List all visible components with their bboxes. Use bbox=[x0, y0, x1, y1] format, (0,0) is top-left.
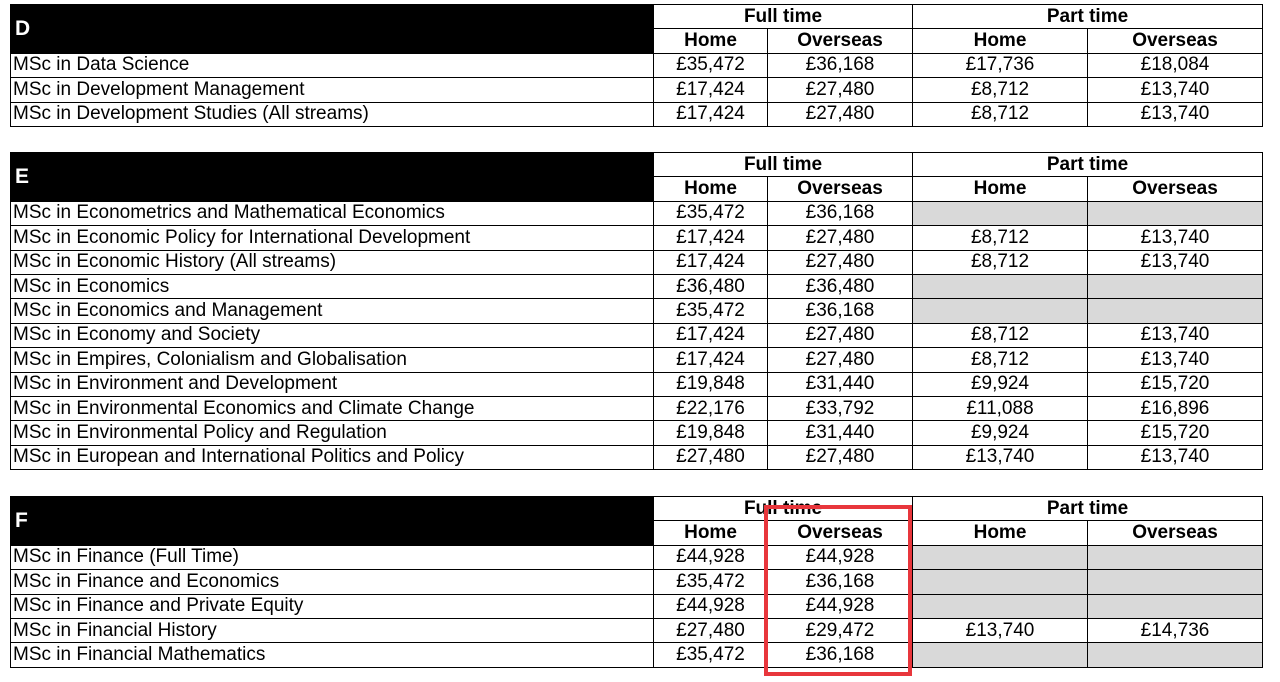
full-time-header: Full time bbox=[654, 153, 913, 177]
pt-home-fee: £11,088 bbox=[913, 396, 1088, 420]
ft-home-header: Home bbox=[654, 521, 768, 545]
ft-home-fee: £35,472 bbox=[654, 201, 768, 225]
ft-overseas-fee: £33,792 bbox=[768, 396, 913, 420]
table-row bbox=[11, 226, 1263, 250]
pt-overseas-unavailable bbox=[1088, 299, 1263, 323]
pt-home-unavailable bbox=[913, 274, 1088, 298]
programme-name: MSc in Economy and Society bbox=[11, 323, 654, 347]
programme-name: MSc in Empires, Colonialism and Globalisation bbox=[11, 348, 654, 372]
ft-home-header: Home bbox=[654, 29, 768, 53]
pt-overseas-fee: £13,740 bbox=[1088, 226, 1263, 250]
programme-name: MSc in Development Management bbox=[11, 78, 654, 102]
ft-home-fee: £17,424 bbox=[654, 348, 768, 372]
ft-home-fee: £36,480 bbox=[654, 274, 768, 298]
ft-overseas-fee: £27,480 bbox=[768, 226, 913, 250]
ft-home-fee: £17,424 bbox=[654, 78, 768, 102]
table-row bbox=[11, 421, 1263, 445]
fee-section-e bbox=[10, 152, 1262, 470]
pt-home-fee: £8,712 bbox=[913, 102, 1088, 126]
ft-overseas-fee: £27,480 bbox=[768, 102, 913, 126]
ft-overseas-header: Overseas bbox=[768, 177, 913, 201]
section-letter: D bbox=[11, 5, 654, 54]
fee-table bbox=[10, 152, 1263, 470]
pt-overseas-fee: £15,720 bbox=[1088, 372, 1263, 396]
ft-overseas-fee: £27,480 bbox=[768, 78, 913, 102]
pt-home-fee: £9,924 bbox=[913, 372, 1088, 396]
ft-home-fee: £44,928 bbox=[654, 545, 768, 569]
ft-overseas-fee: £31,440 bbox=[768, 421, 913, 445]
ft-home-fee: £19,848 bbox=[654, 372, 768, 396]
programme-name: MSc in European and International Politics and Policy bbox=[11, 445, 654, 469]
pt-overseas-fee: £13,740 bbox=[1088, 78, 1263, 102]
pt-overseas-unavailable bbox=[1088, 274, 1263, 298]
ft-overseas-fee: £27,480 bbox=[768, 445, 913, 469]
table-row bbox=[11, 250, 1263, 274]
ft-overseas-fee: £36,168 bbox=[768, 570, 913, 594]
pt-home-header: Home bbox=[913, 177, 1088, 201]
table-row bbox=[11, 445, 1263, 469]
pt-home-fee: £8,712 bbox=[913, 226, 1088, 250]
ft-home-fee: £19,848 bbox=[654, 421, 768, 445]
pt-home-fee: £8,712 bbox=[913, 323, 1088, 347]
pt-home-fee: £13,740 bbox=[913, 445, 1088, 469]
pt-overseas-fee: £13,740 bbox=[1088, 102, 1263, 126]
programme-name: MSc in Environmental Policy and Regulation bbox=[11, 421, 654, 445]
ft-overseas-fee: £44,928 bbox=[768, 594, 913, 618]
ft-overseas-header: Overseas bbox=[768, 521, 913, 545]
ft-home-fee: £35,472 bbox=[654, 570, 768, 594]
pt-overseas-header: Overseas bbox=[1088, 177, 1263, 201]
part-time-header: Part time bbox=[913, 497, 1263, 521]
pt-home-fee: £8,712 bbox=[913, 250, 1088, 274]
programme-name: MSc in Economic History (All streams) bbox=[11, 250, 654, 274]
pt-overseas-fee: £13,740 bbox=[1088, 445, 1263, 469]
full-time-header: Full time bbox=[654, 497, 913, 521]
pt-home-fee: £8,712 bbox=[913, 348, 1088, 372]
programme-name: MSc in Finance and Private Equity bbox=[11, 594, 654, 618]
ft-overseas-fee: £36,168 bbox=[768, 643, 913, 667]
table-row bbox=[11, 643, 1263, 667]
pt-home-unavailable bbox=[913, 643, 1088, 667]
pt-overseas-header: Overseas bbox=[1088, 29, 1263, 53]
pt-home-header: Home bbox=[913, 521, 1088, 545]
programme-name: MSc in Econometrics and Mathematical Economics bbox=[11, 201, 654, 225]
fee-section-d bbox=[10, 4, 1262, 127]
table-row bbox=[11, 102, 1263, 126]
table-row bbox=[11, 323, 1263, 347]
programme-name: MSc in Data Science bbox=[11, 53, 654, 77]
ft-home-fee: £35,472 bbox=[654, 643, 768, 667]
pt-home-fee: £8,712 bbox=[913, 78, 1088, 102]
pt-overseas-unavailable bbox=[1088, 545, 1263, 569]
pt-overseas-fee: £13,740 bbox=[1088, 348, 1263, 372]
pt-overseas-fee: £13,740 bbox=[1088, 250, 1263, 274]
pt-home-unavailable bbox=[913, 299, 1088, 323]
pt-home-unavailable bbox=[913, 570, 1088, 594]
table-row bbox=[11, 570, 1263, 594]
ft-home-fee: £35,472 bbox=[654, 53, 768, 77]
table-row bbox=[11, 274, 1263, 298]
fee-table bbox=[10, 496, 1263, 668]
fee-section-f bbox=[10, 496, 1262, 668]
ft-overseas-header: Overseas bbox=[768, 29, 913, 53]
ft-home-fee: £27,480 bbox=[654, 618, 768, 642]
pt-home-unavailable bbox=[913, 545, 1088, 569]
table-row bbox=[11, 348, 1263, 372]
programme-name: MSc in Development Studies (All streams) bbox=[11, 102, 654, 126]
pt-overseas-unavailable bbox=[1088, 201, 1263, 225]
pt-home-header: Home bbox=[913, 29, 1088, 53]
programme-name: MSc in Economics bbox=[11, 274, 654, 298]
ft-home-fee: £17,424 bbox=[654, 250, 768, 274]
table-row bbox=[11, 618, 1263, 642]
ft-overseas-fee: £36,168 bbox=[768, 53, 913, 77]
pt-overseas-fee: £15,720 bbox=[1088, 421, 1263, 445]
ft-home-fee: £44,928 bbox=[654, 594, 768, 618]
pt-overseas-unavailable bbox=[1088, 594, 1263, 618]
ft-home-fee: £17,424 bbox=[654, 102, 768, 126]
ft-overseas-fee: £29,472 bbox=[768, 618, 913, 642]
section-letter: F bbox=[11, 497, 654, 546]
section-letter: E bbox=[11, 153, 654, 202]
programme-name: MSc in Economic Policy for International Development bbox=[11, 226, 654, 250]
pt-home-fee: £9,924 bbox=[913, 421, 1088, 445]
ft-overseas-fee: £36,168 bbox=[768, 299, 913, 323]
fee-table bbox=[10, 4, 1263, 127]
pt-overseas-unavailable bbox=[1088, 570, 1263, 594]
pt-overseas-fee: £18,084 bbox=[1088, 53, 1263, 77]
ft-home-fee: £35,472 bbox=[654, 299, 768, 323]
pt-home-unavailable bbox=[913, 201, 1088, 225]
programme-name: MSc in Environmental Economics and Climate Change bbox=[11, 396, 654, 420]
table-row bbox=[11, 53, 1263, 77]
pt-overseas-unavailable bbox=[1088, 643, 1263, 667]
ft-overseas-fee: £31,440 bbox=[768, 372, 913, 396]
pt-overseas-fee: £13,740 bbox=[1088, 323, 1263, 347]
pt-home-fee: £13,740 bbox=[913, 618, 1088, 642]
programme-name: MSc in Environment and Development bbox=[11, 372, 654, 396]
table-row bbox=[11, 78, 1263, 102]
ft-overseas-fee: £27,480 bbox=[768, 250, 913, 274]
ft-home-fee: £17,424 bbox=[654, 323, 768, 347]
ft-home-fee: £17,424 bbox=[654, 226, 768, 250]
table-row bbox=[11, 299, 1263, 323]
pt-overseas-fee: £16,896 bbox=[1088, 396, 1263, 420]
pt-overseas-fee: £14,736 bbox=[1088, 618, 1263, 642]
ft-home-fee: £22,176 bbox=[654, 396, 768, 420]
part-time-header: Part time bbox=[913, 153, 1263, 177]
pt-home-unavailable bbox=[913, 594, 1088, 618]
ft-overseas-fee: £27,480 bbox=[768, 323, 913, 347]
ft-overseas-fee: £44,928 bbox=[768, 545, 913, 569]
ft-home-fee: £27,480 bbox=[654, 445, 768, 469]
table-row bbox=[11, 545, 1263, 569]
pt-overseas-header: Overseas bbox=[1088, 521, 1263, 545]
programme-name: MSc in Financial Mathematics bbox=[11, 643, 654, 667]
ft-home-header: Home bbox=[654, 177, 768, 201]
table-row bbox=[11, 396, 1263, 420]
programme-name: MSc in Economics and Management bbox=[11, 299, 654, 323]
table-row bbox=[11, 372, 1263, 396]
full-time-header: Full time bbox=[654, 5, 913, 29]
table-row bbox=[11, 594, 1263, 618]
ft-overseas-fee: £27,480 bbox=[768, 348, 913, 372]
ft-overseas-fee: £36,168 bbox=[768, 201, 913, 225]
ft-overseas-fee: £36,480 bbox=[768, 274, 913, 298]
programme-name: MSc in Financial History bbox=[11, 618, 654, 642]
part-time-header: Part time bbox=[913, 5, 1263, 29]
pt-home-fee: £17,736 bbox=[913, 53, 1088, 77]
table-row bbox=[11, 201, 1263, 225]
programme-name: MSc in Finance and Economics bbox=[11, 570, 654, 594]
programme-name: MSc in Finance (Full Time) bbox=[11, 545, 654, 569]
